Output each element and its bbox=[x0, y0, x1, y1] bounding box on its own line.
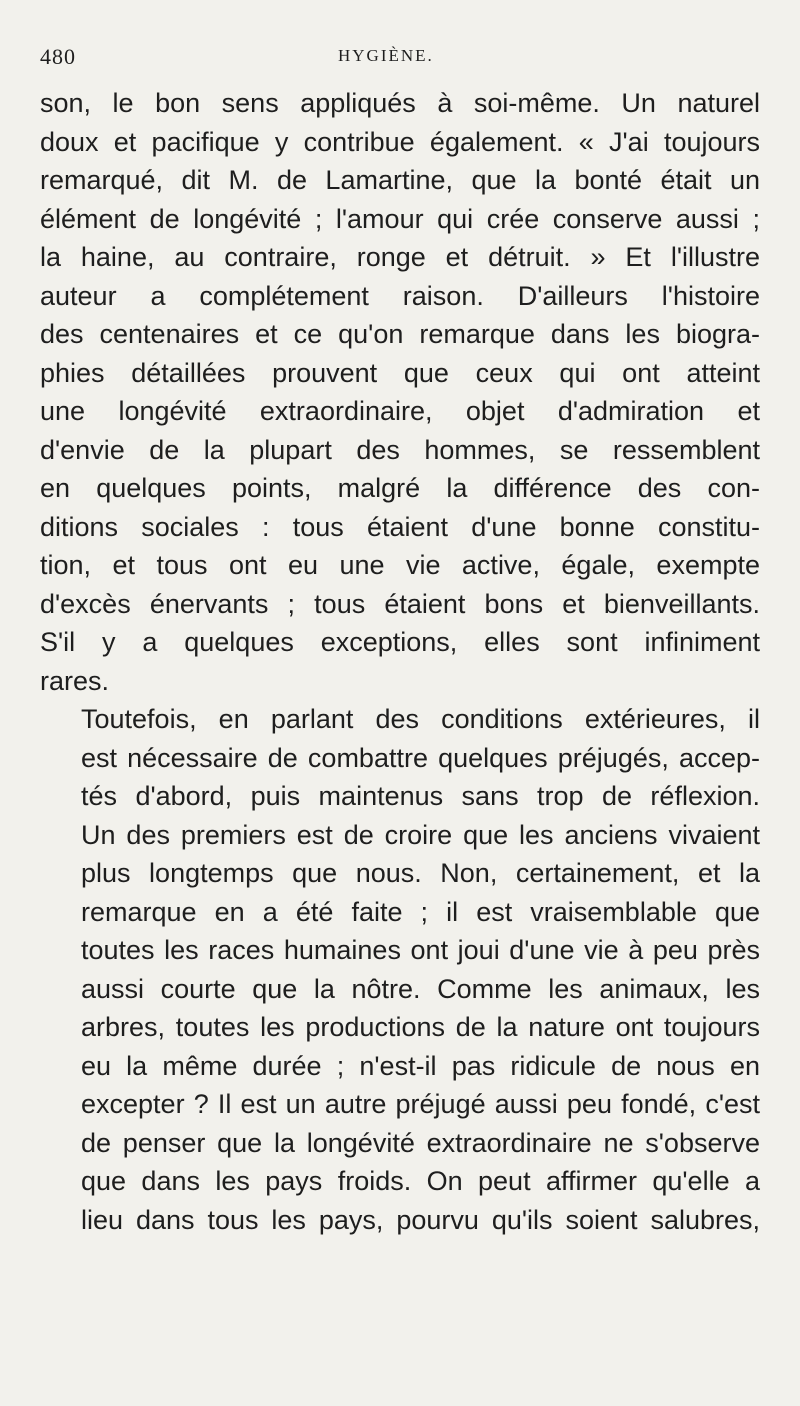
text-line: en quelques points, malgré la différence des con- bbox=[40, 473, 760, 503]
text-line: tion, et tous ont eu une vie active, égale, exempte bbox=[40, 550, 760, 580]
text-line: tés d'abord, puis maintenus sans trop de réflexion. bbox=[81, 781, 760, 811]
text-line: arbres, toutes les productions de la nature ont toujours bbox=[81, 1012, 760, 1042]
running-title: HYGIÈNE. bbox=[338, 46, 434, 65]
text-line: toutes les races humaines ont joui d'une vie à peu près bbox=[81, 935, 760, 965]
page-number: 480 bbox=[40, 44, 76, 69]
text-line: d'excès énervants ; tous étaient bons et bienveillants. bbox=[40, 588, 760, 619]
text-line: d'envie de la plupart des hommes, se ressemblent bbox=[40, 434, 760, 465]
text-line: des centenaires et ce qu'on remarque dans les biogra- bbox=[40, 319, 760, 349]
running-head bbox=[40, 40, 760, 84]
text-line: est nécessaire de combattre quelques préjugés, accep- bbox=[81, 742, 760, 773]
text-line: auteur a complétement raison. D'ailleurs l'histoire bbox=[40, 280, 760, 311]
text-line: lieu dans tous les pays, pourvu qu'ils soient salubres, bbox=[81, 1204, 760, 1235]
text-line: Toutefois, en parlant des conditions extérieures, il bbox=[81, 704, 760, 734]
text-line: remarqué, dit M. de Lamartine, que la bonté était un bbox=[40, 165, 760, 195]
text-line: excepter ? Il est un autre préjugé aussi peu fondé, c'est bbox=[81, 1089, 760, 1119]
paragraph-2 bbox=[40, 700, 760, 1239]
text-body bbox=[40, 84, 760, 1239]
text-line: rares. bbox=[40, 665, 110, 696]
text-line: la haine, au contraire, ronge et détruit. » Et l'illustre bbox=[40, 242, 760, 272]
text-line: ditions sociales : tous étaient d'une bonne constitu- bbox=[40, 511, 760, 542]
text-line: Un des premiers est de croire que les anciens vivaient bbox=[81, 819, 760, 850]
text-line: une longévité extraordinaire, objet d'admiration et bbox=[40, 396, 760, 426]
text-line: remarque en a été faite ; il est vraisemblable que bbox=[81, 896, 760, 927]
text-line: son, le bon sens appliqués à soi-même. Un naturel bbox=[40, 88, 760, 118]
text-line: S'il y a quelques exceptions, elles sont infiniment bbox=[40, 627, 760, 657]
text-line: élément de longévité ; l'amour qui crée conserve aussi ; bbox=[40, 203, 760, 234]
text-line: doux et pacifique y contribue également. « J'ai toujours bbox=[40, 126, 760, 157]
text-line: plus longtemps que nous. Non, certainement, et la bbox=[81, 858, 760, 888]
text-line: aussi courte que la nôtre. Comme les animaux, les bbox=[81, 973, 760, 1004]
paragraph-1 bbox=[40, 84, 760, 700]
text-line: que dans les pays froids. On peut affirmer qu'elle a bbox=[81, 1166, 760, 1196]
text-line: eu la même durée ; n'est-il pas ridicule de nous en bbox=[81, 1050, 760, 1081]
text-line: phies détaillées prouvent que ceux qui ont atteint bbox=[40, 357, 760, 388]
text-line: de penser que la longévité extraordinaire ne s'observe bbox=[81, 1127, 760, 1158]
